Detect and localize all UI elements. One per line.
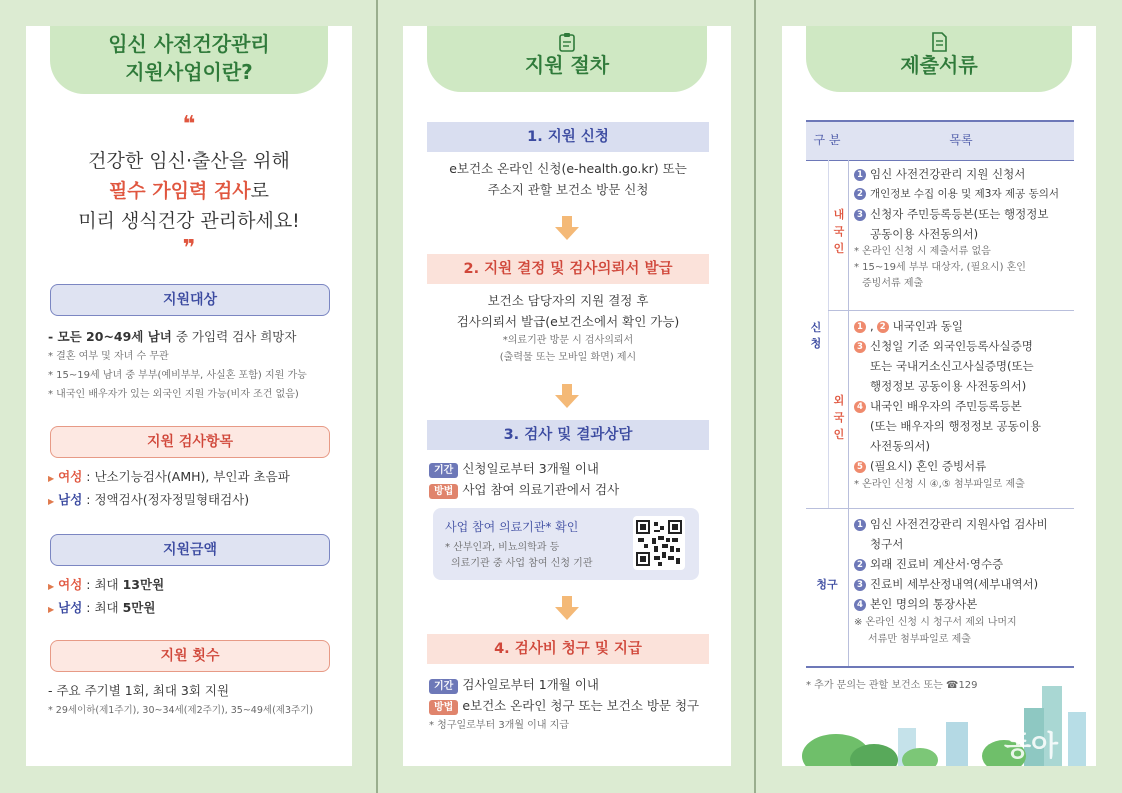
panel-intro-title: 임신 사전건강관리 지원사업이란? [50,26,328,94]
panel-documents [782,26,1096,766]
panel-procedure-title: 지원 절차 [427,26,707,92]
documents-table [806,120,1074,668]
triangle-icon: ▶ [48,582,55,591]
down-arrow-icon [553,382,581,410]
panel-documents-title: 제출서류 [806,26,1072,92]
panel-procedure [403,26,731,766]
step3-body: 기간 신청일로부터 3개월 이내 방법 사업 참여 의료기관에서 검사 [429,458,711,500]
table-header: 구 분 목록 [806,120,1074,161]
hospital-check-box: 사업 참여 의료기관* 확인 * 산부인과, 비뇨의학과 등 의료기관 중 사업 참여 신청 기관 [433,508,699,580]
step1-title: 1. 지원 신청 [427,122,709,152]
amount-section: ▶ 여성 : 최대 13만원 ▶ 남성 : 최대 5만원 [48,577,165,615]
panel-intro [26,26,352,766]
target-header: 지원대상 [50,284,330,316]
count-section: - 주요 주기별 1회, 최대 3회 지원 * 29세이하(제1주기), 30~34세(제2주기), 35~49세(제3주기) [48,683,314,716]
triangle-icon: ▶ [48,474,55,483]
items-section: ▶ 여성 : 난소기능검사(AMH), 부인과 초음파 ▶ 남성 : 정액검사(정자정밀형태검사) [48,469,290,507]
items-header: 지원 검사항목 [50,426,330,458]
domestic-list: 1 임신 사전건강관리 지원 신청서 2 개인정보 수집 이용 및 제3자 제공 동의서 3 신청자 주민등록등본(또는 행정정보 공동이용 사전동의서) * 온라인 신청 시 제출서류 없음 * 15~19세 부부 대상자, (필요시) 혼인 증빙서류 제출 [854,167,1059,289]
watermark-logo: 동아 [1004,729,1059,762]
down-arrow-icon [553,214,581,242]
lead-text: 건강한 임신·출산을 위해 필수 가임력 검사로 미리 생식건강 관리하세요! [78,150,300,232]
down-arrow-icon [553,594,581,622]
document-icon [929,32,949,52]
foreign-label: 외국인 [833,394,845,441]
step2-title: 2. 지원 결정 및 검사의뢰서 발급 [427,254,709,284]
count-header: 지원 횟수 [50,640,330,672]
triangle-icon: ▶ [48,605,55,614]
qr-code-icon[interactable] [633,516,685,570]
quote-open-icon: ❝ [182,112,196,137]
step3-title: 3. 검사 및 결과상담 [427,420,709,450]
step4-title: 4. 검사비 청구 및 지급 [427,634,709,664]
triangle-icon: ▶ [48,497,55,506]
claim-list: 1 임신 사전건강관리 지원사업 검사비 청구서 2 외래 진료비 계산서·영수증 3 진료비 세부산정내역(세부내역서) 4 본인 명의의 통장사본 ※ 온라인 신청 시 청구서 제외 나머지 서류만 첨부파일로 제출 [854,517,1048,645]
claim-label: 청구 [816,578,838,591]
foreign-list: 1 , 2 내국인과 동일 3 신청일 기준 외국인등록사실증명 또는 국내거소신고사실증명(또는 행정정보 공동이용 사전동의서) 4 내국인 배우자의 주민등록등본 (또는 배우자의 행정정보 공동이용 사전동의서) 5 (필요시) 혼인 증빙서류 * 온라인 신청 시 ④,⑤ 첨부파일로 제출 [854,319,1041,490]
step4-body: 기간 검사일로부터 1개월 이내 방법 e보건소 온라인 청구 또는 보건소 방문 청구 * 청구일로부터 3개월 이내 지급 [429,677,700,731]
domestic-label: 내국인 [833,208,845,255]
target-section: - 모든 20~49세 남녀 중 가임력 검사 희망자 * 결혼 여부 및 자녀 수 무관 * 15~19세 남녀 중 부부(예비부부, 사실혼 포함) 지원 가능 * 내국인 배우자가 있는 외국인 지원 가능(비자 조건 없음) [48,329,307,400]
quote-close-icon: ❞ [182,236,196,261]
step2-body: 보건소 담당자의 지원 결정 후 검사의뢰서 발급(e보건소에서 확인 가능) *의료기관 방문 시 검사의뢰서 (출력물 또는 모바일 화면) 제시 [456,293,680,363]
apply-label: 신청 [810,321,822,350]
clipboard-icon [557,32,577,52]
step1-body: e보건소 온라인 신청(e-health.go.kr) 또는 주소지 관할 보건소 방문 신청 [449,161,687,197]
amount-header: 지원금액 [50,534,330,566]
divider-left [376,0,378,793]
footer-note: * 추가 문의는 관할 보건소 또는 ☎129 [806,680,978,691]
divider-right [754,0,756,793]
